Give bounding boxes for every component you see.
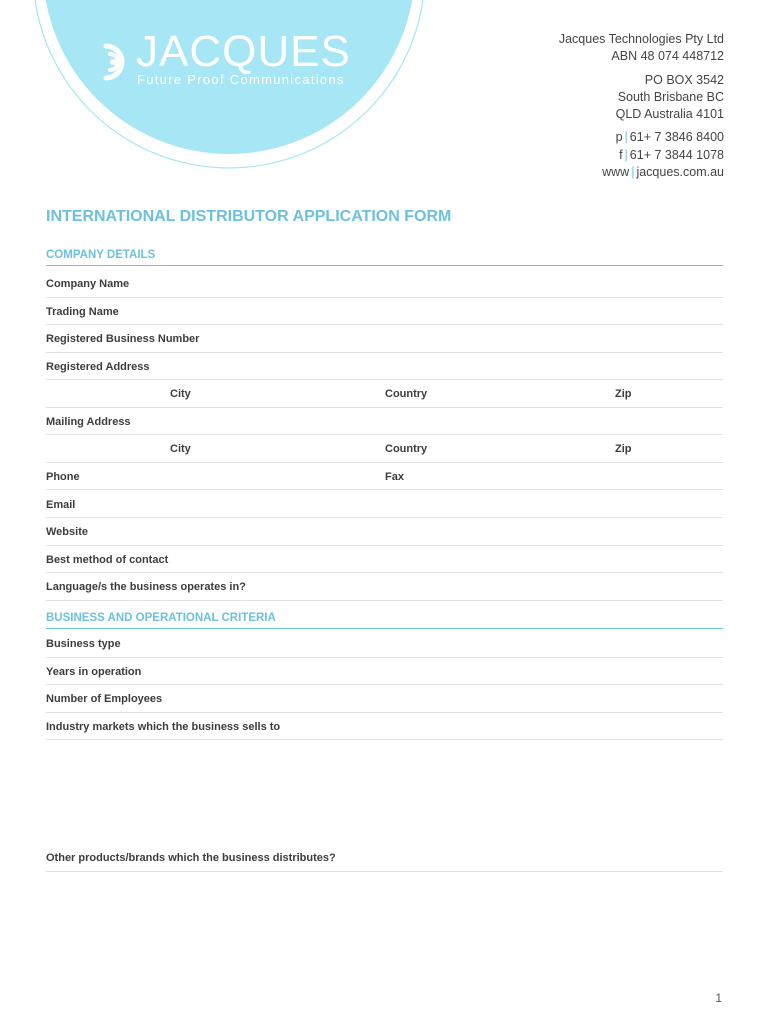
field-mailing-address-location[interactable] [46, 435, 723, 463]
field-mailing-address[interactable]: Mailing Address [46, 407, 723, 435]
phone-label: Phone [46, 471, 80, 483]
field-email[interactable]: Email [46, 490, 723, 518]
field-phone-fax[interactable] [46, 462, 723, 490]
contact-block [559, 31, 724, 181]
field-industry-markets[interactable]: Industry markets which the business sells to [46, 712, 723, 740]
section-business-criteria: BUSINESS AND OPERATIONAL CRITERIA [46, 612, 723, 629]
field-languages[interactable]: Language/s the business operates in? [46, 573, 723, 601]
section-company-details: COMPANY DETAILS [46, 249, 723, 266]
field-other-brands[interactable]: Other products/brands which the business distributes? [46, 844, 723, 872]
form-title: INTERNATIONAL DISTRIBUTOR APPLICATION FORM [46, 208, 452, 225]
suburb: South Brisbane BC [617, 89, 724, 104]
fax-number: 61+ 7 3844 1078 [629, 147, 724, 162]
brand-name: JACQUES [136, 27, 351, 76]
phone-number: 61+ 7 3846 8400 [629, 130, 724, 145]
city-label: City [170, 443, 191, 455]
fax-line: f | 61+ 7 3844 1078 [619, 147, 724, 162]
field-number-of-employees[interactable]: Number of Employees [46, 685, 723, 713]
field-registered-business-number[interactable]: Registered Business Number [46, 325, 723, 353]
field-trading-name[interactable]: Trading Name [46, 297, 723, 325]
field-company-name[interactable]: Company Name [46, 270, 723, 298]
field-registered-address-location[interactable] [46, 380, 723, 408]
page-number: 1 [715, 991, 722, 1005]
country-label: Country [385, 443, 428, 455]
zip-label: Zip [615, 443, 632, 455]
po-box: PO BOX 3542 [644, 72, 724, 87]
website-link[interactable]: jacques.com.au [636, 165, 724, 180]
field-website[interactable]: Website [46, 518, 723, 546]
zip-label: Zip [615, 388, 632, 400]
country-label: Country [385, 388, 428, 400]
company-name: Jacques Technologies Pty Ltd [558, 32, 724, 46]
city-label: City [170, 388, 191, 400]
state: QLD Australia 4101 [615, 107, 724, 122]
brand-tagline: Future Proof Communications [137, 72, 345, 87]
field-registered-address[interactable]: Registered Address [46, 352, 723, 380]
web-line: www | jacques.com.au [602, 165, 724, 180]
fax-label: Fax [385, 471, 404, 483]
field-best-contact-method[interactable]: Best method of contact [46, 545, 723, 573]
field-years-in-operation[interactable]: Years in operation [46, 657, 723, 685]
abn: ABN 48 074 448712 [611, 49, 724, 64]
field-business-type[interactable]: Business type [46, 630, 723, 658]
phone-line: p | 61+ 7 3846 8400 [615, 130, 724, 145]
